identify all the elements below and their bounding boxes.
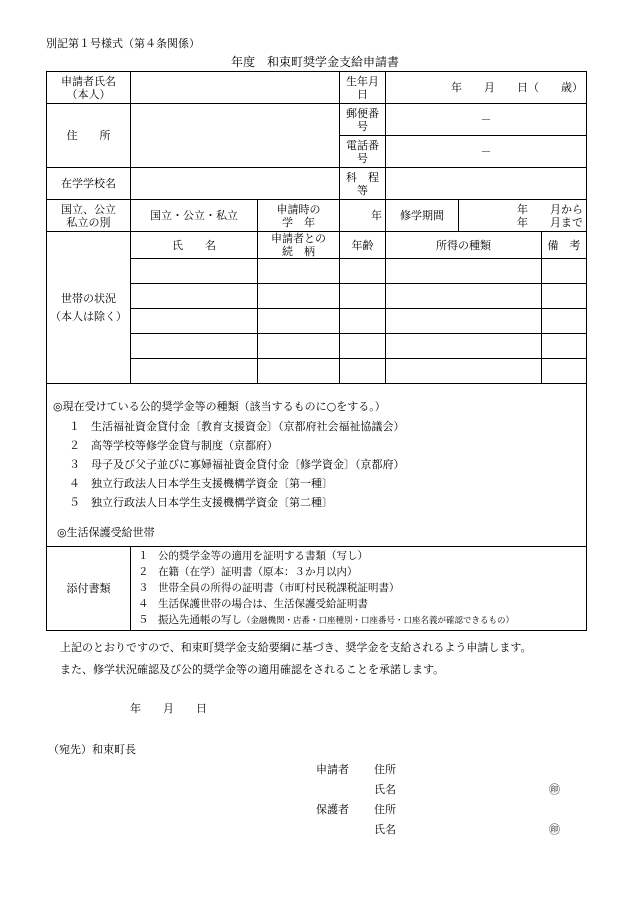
household-income-cell[interactable] xyxy=(386,359,542,384)
scholarship-item-text: 独立行政法人日本学生支援機構学資金〔第二種〕 xyxy=(91,496,333,509)
scholarship-item-text: 母子及び父子並びに寡婦福祉資金貸付金〔修学資金〕（京都府） xyxy=(91,458,405,471)
postal-label: 郵便番号 xyxy=(340,104,386,136)
household-income-cell[interactable] xyxy=(386,334,542,359)
scholarship-item-text: 独立行政法人日本学生支援機構学資金〔第一種〕 xyxy=(91,477,333,490)
date-line: 年 月 日 xyxy=(130,702,207,715)
scholarship-list xyxy=(53,417,583,512)
scholarship-item-number: ４ xyxy=(69,477,80,490)
col-header-relation: 申請者との 続 柄 xyxy=(258,232,340,259)
household-income-cell[interactable] xyxy=(386,309,542,334)
household-income-cell[interactable] xyxy=(386,259,542,284)
attachments-label: 添付書類 xyxy=(47,547,131,631)
attachment-item-text: 公的奨学金等の適用を証明する書類（写し） xyxy=(158,550,368,562)
household-income-cell[interactable] xyxy=(386,284,542,309)
applicant-name-sign-label: 氏名 xyxy=(374,783,396,796)
application-form-table xyxy=(46,71,587,631)
household-name-cell[interactable] xyxy=(131,334,258,359)
birthdate-field[interactable]: 年 月 日（ 歳） xyxy=(386,72,587,104)
phone-label: 電話番号 xyxy=(340,136,386,168)
applicant-name-label: 申請者氏名 （本人） xyxy=(47,72,131,104)
attachment-item-number: ３ xyxy=(138,582,149,594)
household-remarks-cell[interactable] xyxy=(542,334,587,359)
postal-field[interactable]: － xyxy=(386,104,587,136)
attachment-item-text: 生活保護世帯の場合は、生活保護受給証明書 xyxy=(158,598,368,610)
household-age-cell[interactable] xyxy=(340,309,386,334)
household-label: 世帯の状況 （本人は除く） xyxy=(47,232,131,384)
attachment-item-number: ５ xyxy=(138,614,149,626)
phone-field[interactable]: － xyxy=(386,136,587,168)
col-header-income: 所得の種類 xyxy=(386,232,542,259)
household-age-cell[interactable] xyxy=(340,259,386,284)
scholarship-item-number: ２ xyxy=(69,439,80,452)
attachment-item-number: １ xyxy=(138,550,149,562)
attachment-item-number: ２ xyxy=(138,566,149,578)
col-header-age: 年齢 xyxy=(340,232,386,259)
attachment-item-text: 在籍（在学）証明書（原本：３か月以内） xyxy=(158,566,358,578)
household-relation-cell[interactable] xyxy=(258,334,340,359)
attachment-item-number: ４ xyxy=(138,598,149,610)
col-header-name: 氏 名 xyxy=(131,232,258,259)
row-household-header xyxy=(47,232,587,259)
row-scholarship xyxy=(47,384,587,547)
attachment-item-text: 世帯全員の所得の証明書（市町村民税課税証明書） xyxy=(158,582,400,594)
guardian-address-label: 住所 xyxy=(374,803,396,816)
row-address-postal xyxy=(47,104,587,136)
birthdate-label: 生年月日 xyxy=(340,72,386,104)
statement-line-1: 上記のとおりですので、和束町奨学金支給要綱に基づき、奨学金を支給されるよう申請します。 xyxy=(60,641,532,654)
attachment-item xyxy=(134,564,583,580)
applicant-address-label: 住所 xyxy=(374,763,396,776)
col-header-remarks: 備 考 xyxy=(542,232,587,259)
scholarship-item[interactable] xyxy=(53,417,583,436)
household-remarks-cell[interactable] xyxy=(542,284,587,309)
row-school xyxy=(47,168,587,200)
scholarship-section xyxy=(47,384,587,547)
attachment-item xyxy=(134,596,583,612)
attachment-item xyxy=(134,580,583,596)
scholarship-item-number: １ xyxy=(69,420,80,433)
attachment-item xyxy=(134,612,583,629)
scholarship-item[interactable] xyxy=(53,474,583,493)
scholarship-item-number: ３ xyxy=(69,458,80,471)
household-name-cell[interactable] xyxy=(131,284,258,309)
household-remarks-cell[interactable] xyxy=(542,309,587,334)
household-remarks-cell[interactable] xyxy=(542,359,587,384)
scholarship-item-number: ５ xyxy=(69,496,80,509)
study-period-label: 修学期間 xyxy=(386,200,459,232)
grade-label: 申請時の 学 年 xyxy=(258,200,340,232)
household-remarks-cell[interactable] xyxy=(542,259,587,284)
row-school-type xyxy=(47,200,587,232)
household-relation-cell[interactable] xyxy=(258,359,340,384)
scholarship-item[interactable] xyxy=(53,436,583,455)
school-type-label: 国立、公立 私立の別 xyxy=(47,200,131,232)
applicant-name-field[interactable] xyxy=(131,72,340,104)
welfare-household: ◎生活保護受給世帯 xyxy=(57,526,155,539)
attachment-item-note: （金融機関・店番・口座種別・口座番号・口座名義が確認できるもの） xyxy=(242,616,515,626)
course-label: 科 程 等 xyxy=(340,168,386,200)
scholarship-heading: ◎現在受けている公的奨学金等の種類（該当するものに○をする。） xyxy=(53,400,386,413)
scholarship-item[interactable] xyxy=(53,493,583,512)
scholarship-item[interactable] xyxy=(53,455,583,474)
row-attachments xyxy=(47,547,587,631)
row-applicant xyxy=(47,72,587,104)
household-relation-cell[interactable] xyxy=(258,309,340,334)
address-field[interactable] xyxy=(131,104,340,168)
statement-line-2: また、修学状況確認及び公的奨学金等の適用確認をされることを承諾します。 xyxy=(60,663,445,676)
household-name-cell[interactable] xyxy=(131,359,258,384)
household-relation-cell[interactable] xyxy=(258,259,340,284)
applicant-seal-icon: ㊞ xyxy=(549,783,560,796)
scholarship-item-text: 生活福祉資金貸付金〔教育支援資金〕（京都府社会福祉協議会） xyxy=(91,420,405,433)
household-age-cell[interactable] xyxy=(340,284,386,309)
school-type-options[interactable]: 国立・公立・私立 xyxy=(131,200,258,232)
applicant-sign-label: 申請者 xyxy=(316,763,349,776)
household-age-cell[interactable] xyxy=(340,334,386,359)
school-label: 在学学校名 xyxy=(47,168,131,200)
school-field[interactable] xyxy=(131,168,340,200)
household-relation-cell[interactable] xyxy=(258,284,340,309)
household-age-cell[interactable] xyxy=(340,359,386,384)
guardian-seal-icon: ㊞ xyxy=(549,823,560,836)
guardian-name-sign-label: 氏名 xyxy=(374,823,396,836)
guardian-sign-label: 保護者 xyxy=(316,803,349,816)
address-label: 住 所 xyxy=(47,104,131,168)
attachment-item xyxy=(134,548,583,564)
addressee: （宛先）和束町長 xyxy=(48,743,136,756)
header-note: 別記第１号様式（第４条関係） xyxy=(46,37,200,50)
grade-field[interactable]: 年 xyxy=(340,200,386,232)
household-name-cell[interactable] xyxy=(131,309,258,334)
attachment-item-text: 振込先通帳の写し xyxy=(158,614,242,626)
attachments-list xyxy=(131,547,587,631)
form-title: 年度 和束町奨学金支給申請書 xyxy=(230,55,399,69)
course-field[interactable] xyxy=(386,168,587,200)
scholarship-item-text: 高等学校等修学金貸与制度（京都府） xyxy=(91,439,278,452)
study-period-field[interactable]: 年 月から 年 月まで xyxy=(459,200,587,232)
household-name-cell[interactable] xyxy=(131,259,258,284)
